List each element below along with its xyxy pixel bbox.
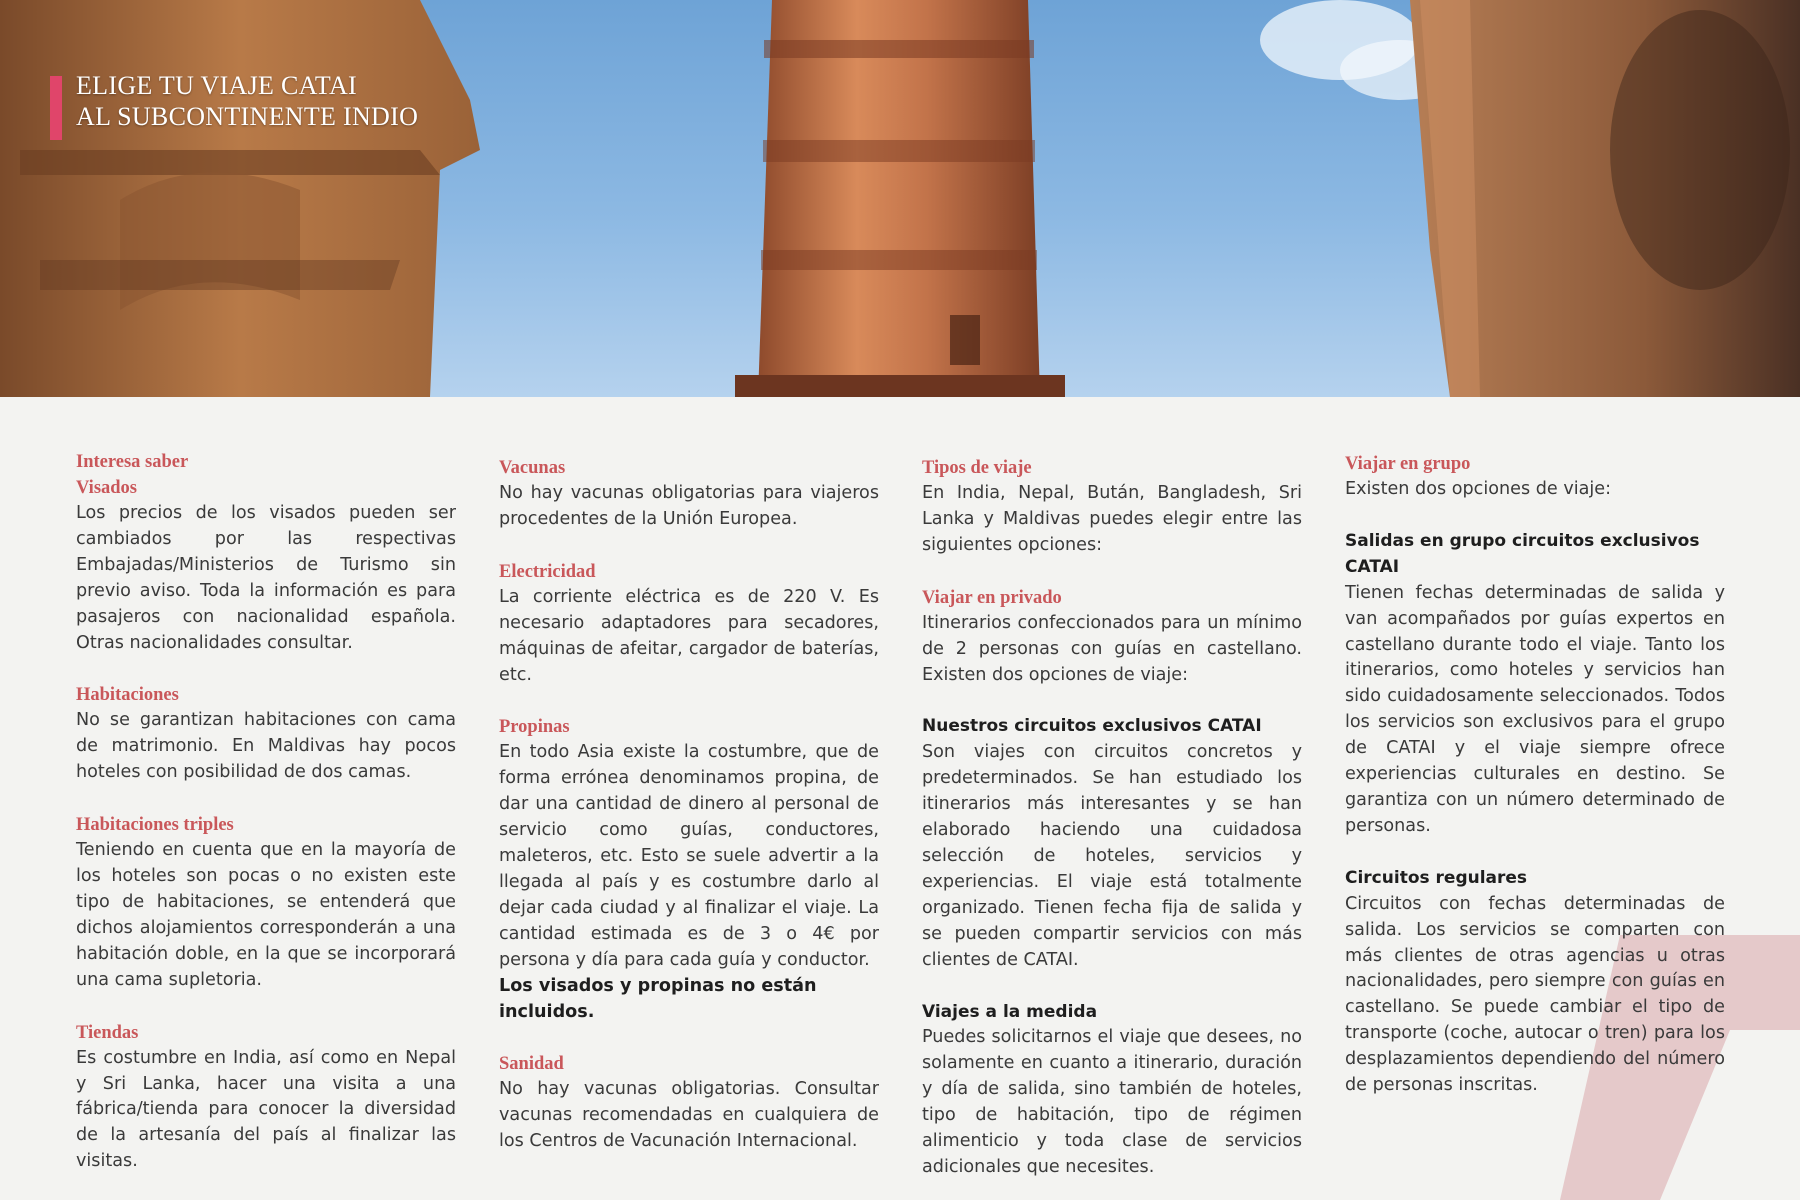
tower-band [761,250,1037,270]
title-line-1: ELIGE TU VIAJE CATAI [76,71,357,100]
tipos-text: En India, Nepal, Bután, Bangladesh, Sri Lanka y Maldivas puedes elegir entre las siguientes opciones: [922,483,1302,555]
tiendas-title: Tiendas [76,1022,139,1043]
pillar-band [20,150,440,175]
regulares-text: Circuitos con fechas determinadas de salida. Los servicios se comparten con más clientes de otras agencias u otras nacionalidades, pero siempre con guías en castellano. Se puede cambiar el tipo de transporte (coche, autocar o tren) para los desplazamientos dependiendo del número de personas inscritas. [1345,893,1725,1096]
tower-balcony [735,375,1065,397]
medida-title: Viajes a la medida [922,1001,1098,1022]
grupo-title: Viajar en grupo [1345,454,1471,474]
privado-title: Viajar en privado [922,587,1062,608]
hero-title [50,70,418,140]
tower-band [764,40,1034,58]
tipos-title: Tipos de viaje [922,458,1032,478]
habitaciones-title: Habitaciones [76,685,179,706]
column-viajar-en-grupo [1345,451,1725,1099]
grupo-text: Existen dos opciones de viaje: [1345,479,1612,499]
sanidad-title: Sanidad [499,1054,564,1075]
tiendas-text: Es costumbre en India, así como en Nepal y Sri Lanka, hacer una visita a una fábrica/tienda para conocer la diversidad de la artesanía del país al finalizar las visitas. [76,1047,456,1172]
column-vacunas [499,455,879,1155]
title-line-2: AL SUBCONTINENTE INDIO [76,102,419,131]
hero-illustration [0,0,1800,397]
visados-text: Los precios de los visados pueden ser cambiados por las respectivas Embajadas/Ministerios de Turismo sin previo aviso. Toda la información es para pasajeros con nacionalidad española. Otras nacionalidades consultar. [76,503,456,653]
pillar-shadow [1610,10,1790,290]
electricidad-text: La corriente eléctrica es de 220 V. Es necesario adaptadores para secadores, máquinas de afeitar, cargador de baterías, etc. [499,586,879,685]
qutub-minar-tower [758,0,1040,397]
propinas-text: En todo Asia existe la costumbre, que de forma errónea denominamos propina, de dar una cantidad de dinero al personal de servicio como guías, conductores, maleteros, etc. Esto se suele advertir a la llegada al país y es costumbre darlo al dejar cada ciudad y al finalizar el viaje. La cantidad estimada es de 3 o 4€ por persona y día para cada guía y conductor. [499,742,879,970]
column-tipos-de-viaje [922,455,1302,1181]
hero-photo [0,0,1800,397]
electricidad-title: Electricidad [499,561,596,582]
salidas-text: Tienen fechas determinadas de salida y van acompañados por guías expertos en castellano durante todo el viaje. Tanto los itinerarios, como hoteles y servicios han sido cuidadosamente seleccionados. Todos los servicios son exclusivos para el grupo de CATAI y el viaje siempre ofrece experiencias culturales en destino. Se garantiza con un número determinado de personas. [1345,582,1725,836]
triples-text: Teniendo en cuenta que en la mayoría de los hoteles son pocas o no existen este tipo de habitaciones, se entenderá que dichos alojamientos corresponderán a una habitación doble, en la que se incorporará una cama supletoria. [76,840,456,990]
tower-door [950,315,980,365]
vacunas-title: Vacunas [499,458,566,478]
regulares-title: Circuitos regulares [1345,867,1528,888]
tower-band [763,140,1035,162]
salidas-title: Salidas en grupo circuitos exclusivos CATAI [1345,530,1700,577]
pillar-band [40,260,400,290]
sanidad-text: No hay vacunas obligatorias. Consultar vacunas recomendadas en cualquiera de los Centros de Vacunación Internacional. [499,1079,879,1152]
medida-text: Puedes solicitarnos el viaje que desees, no solamente en cuanto a itinerario, duración y día de salida, sino también de hoteles, tipo de habitación, tipo de régimen alimenticio y toda clase de servicios adicionales que necesites. [922,1027,1302,1177]
propinas-title: Propinas [499,717,570,738]
exclusivos-title: Nuestros circuitos exclusivos CATAI [922,716,1262,737]
vacunas-text: No hay vacunas obligatorias para viajeros procedentes de la Unión Europea. [499,483,879,529]
exclusivos-text: Son viajes con circuitos concretos y predeterminados. Se han estudiado los itinerarios más interesantes y se han elaborado haciendo una cuidadosa selección de hoteles, servicios y experiencias. El viaje está totalmente organizado. Tienen fecha fija de salida y se pueden compartir servicios con más clientes de CATAI. [922,742,1302,970]
column-interesa-saber [76,449,456,1175]
visados-title: Visados [76,478,138,498]
title-accent-bar [50,76,62,140]
propinas-note: Los visados y propinas no están incluidos. [499,975,817,1022]
section-label: Interesa saber [76,452,189,472]
habitaciones-text: No se garantizan habitaciones con cama de matrimonio. En Maldivas hay pocos hoteles con posibilidad de dos camas. [76,710,456,783]
privado-text: Itinerarios confeccionados para un mínimo de 2 personas con guías en castellano. Existen dos opciones de viaje: [922,612,1302,685]
triples-title: Habitaciones triples [76,815,234,836]
